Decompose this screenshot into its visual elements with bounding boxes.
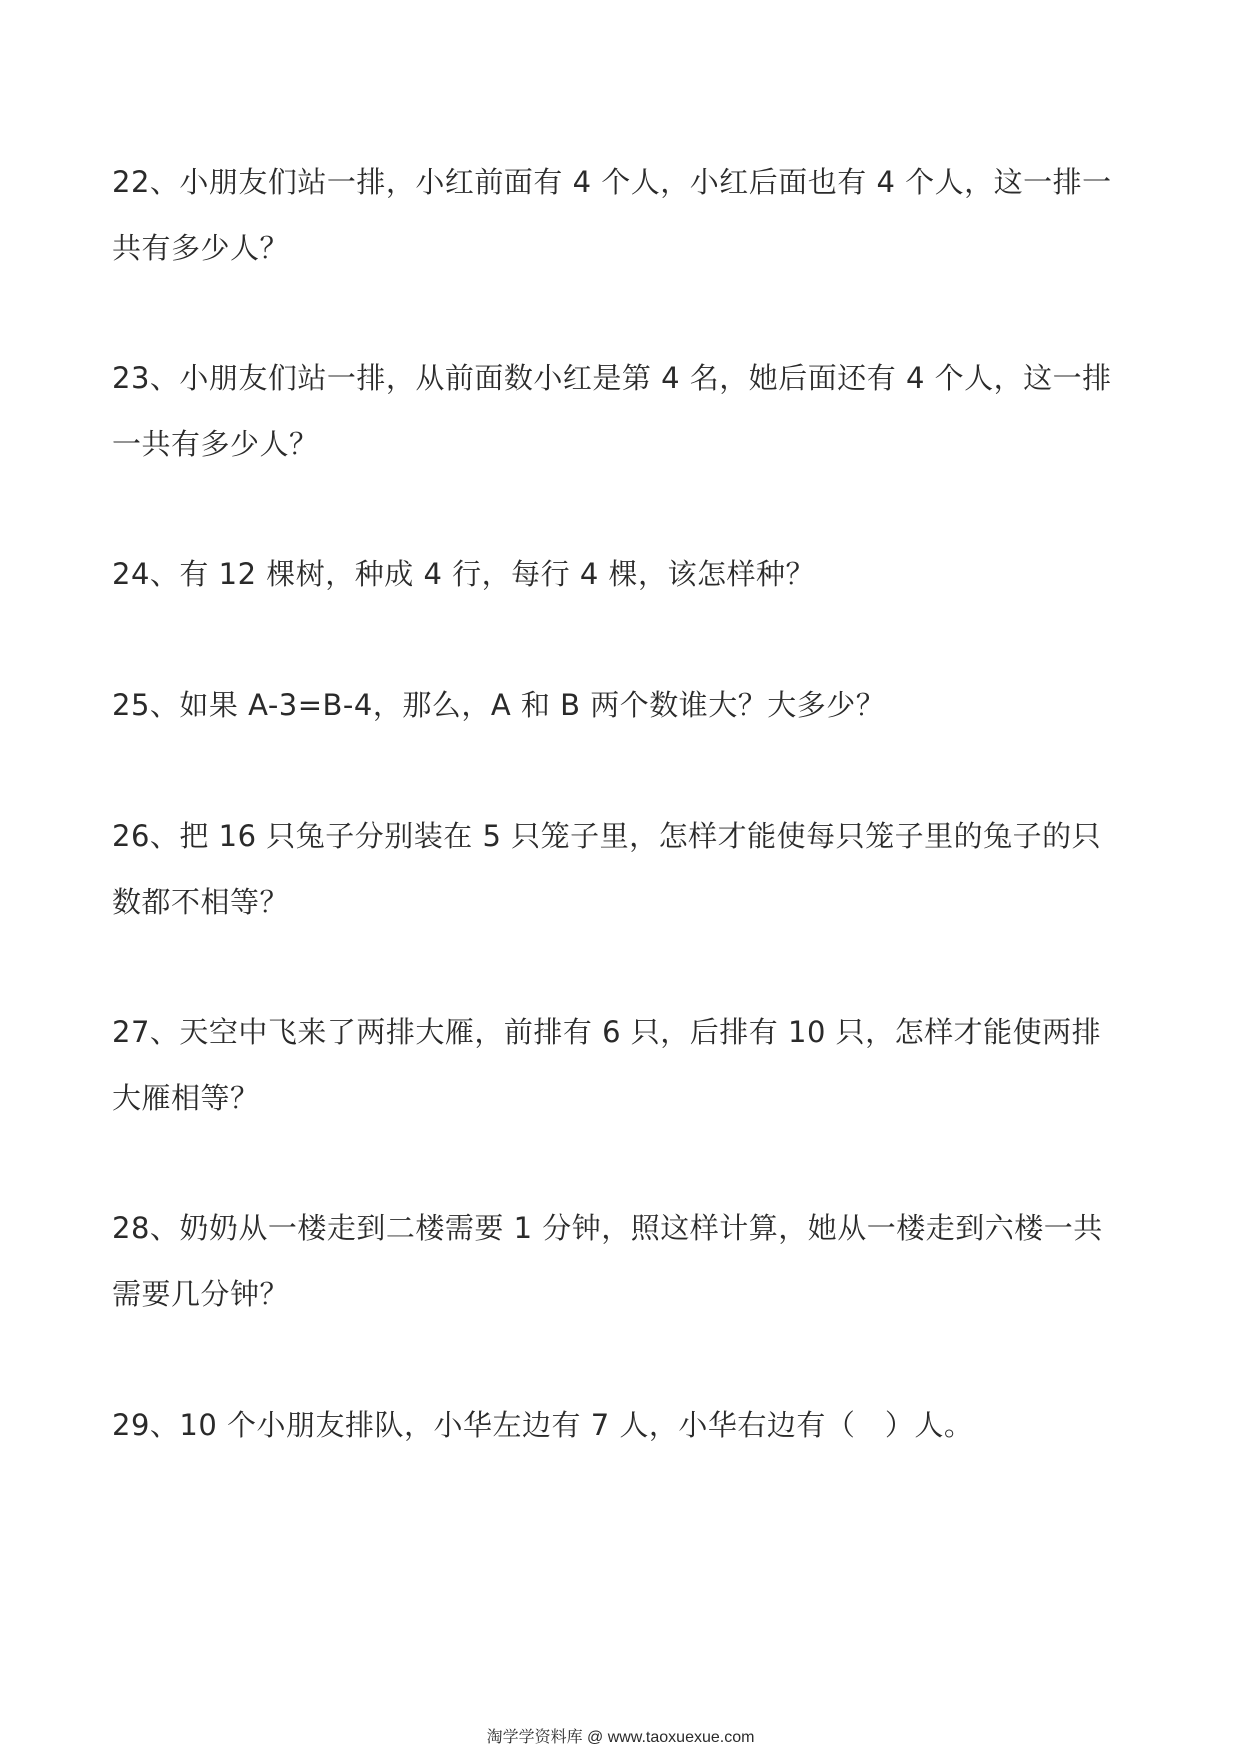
question-25	[112, 672, 1132, 738]
question-28	[112, 1195, 1132, 1327]
question-26-line-1: 26、把 16 只兔子分别装在 5 只笼子里，怎样才能使每只笼子里的兔子的只	[112, 819, 1102, 853]
question-27-line-1: 27、天空中飞来了两排大雁，前排有 6 只，后排有 10 只，怎样才能使两排	[112, 1015, 1102, 1049]
question-23-line-1: 23、小朋友们站一排，从前面数小红是第 4 名，她后面还有 4 个人，这一排	[112, 361, 1112, 395]
question-27	[112, 999, 1132, 1131]
question-23	[112, 345, 1132, 477]
question-22-line-2: 共有多少人？	[112, 231, 290, 265]
question-24	[112, 541, 1132, 607]
question-25-line-1: 25、如果 A-3=B-4，那么，A 和 B 两个数谁大？大多少？	[112, 688, 886, 722]
question-26-line-2: 数都不相等？	[112, 885, 290, 919]
page-footer-watermark: 淘学学资料库 @ www.taoxuexue.com	[486, 1729, 755, 1746]
question-22-line-1: 22、小朋友们站一排，小红前面有 4 个人，小红后面也有 4 个人，这一排一	[112, 165, 1112, 199]
question-23-line-2: 一共有多少人？	[112, 427, 319, 461]
question-22	[112, 149, 1132, 281]
question-28-line-1: 28、奶奶从一楼走到二楼需要 1 分钟，照这样计算，她从一楼走到六楼一共	[112, 1211, 1103, 1245]
question-28-line-2: 需要几分钟？	[112, 1277, 290, 1311]
question-29	[112, 1392, 1132, 1458]
question-27-line-2: 大雁相等？	[112, 1081, 260, 1115]
question-26	[112, 803, 1132, 935]
question-24-line-1: 24、有 12 棵树，种成 4 行，每行 4 棵，该怎样种？	[112, 557, 816, 591]
question-29-line-1: 29、10 个小朋友排队，小华左边有 7 人，小华右边有（ ）人。	[112, 1408, 974, 1442]
